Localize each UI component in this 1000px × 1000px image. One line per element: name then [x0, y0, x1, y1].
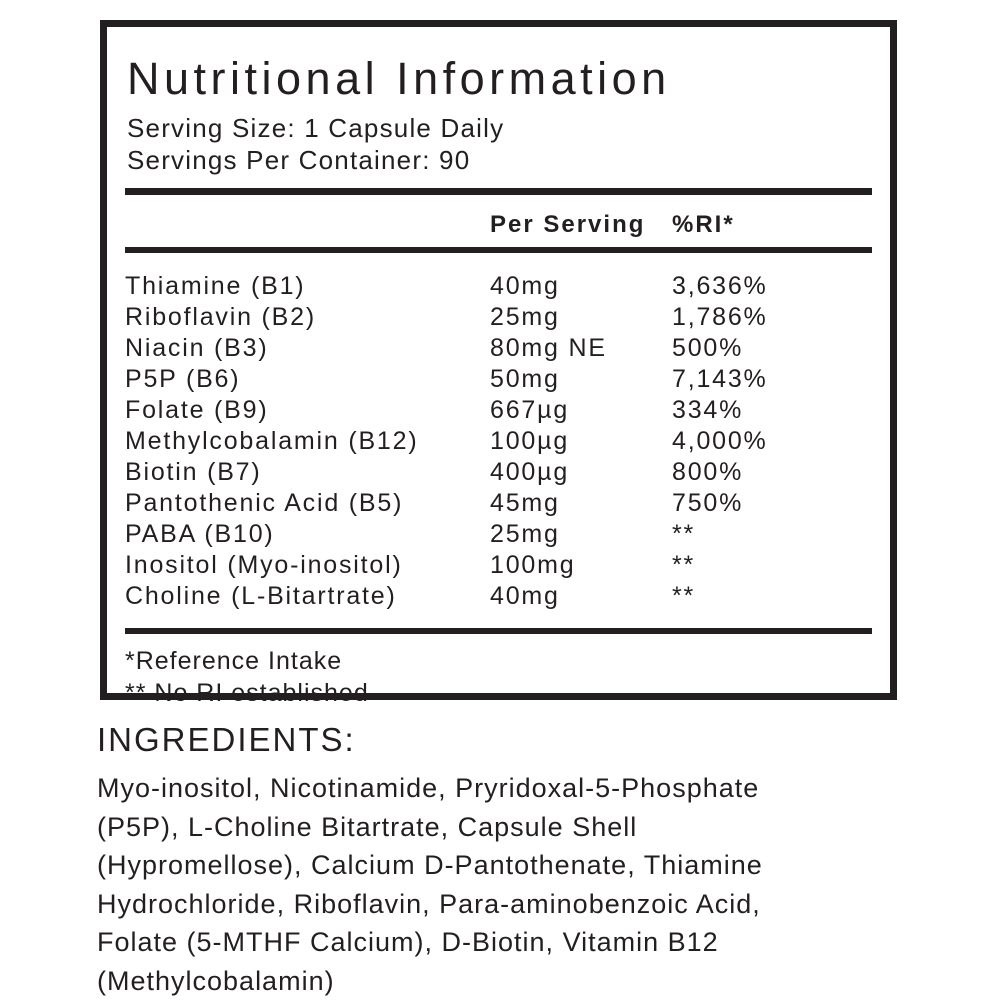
nutrient-ri: 500%: [672, 334, 744, 362]
nutrient-ri: 750%: [672, 489, 744, 517]
table-row: [125, 581, 872, 612]
nutrient-amount: 50mg: [490, 365, 560, 393]
table-row: [125, 519, 872, 550]
nutrient-ri: **: [672, 551, 696, 579]
ingredients-line: Hydrochloride, Riboflavin, Para-aminobenzoic Acid,: [97, 888, 761, 919]
footnote-no-ri: ** No RI established: [125, 679, 369, 707]
nutrient-name: Folate (B9): [125, 396, 269, 424]
nutrient-name: Riboflavin (B2): [125, 303, 316, 331]
nutrient-name: Choline (L-Bitartrate): [125, 582, 397, 610]
nutrient-ri: 800%: [672, 458, 744, 486]
serving-info: [127, 112, 872, 176]
nutrient-amount: 40mg: [490, 272, 560, 300]
ingredients-text: [97, 769, 927, 1000]
nutrient-ri: 3,636%: [672, 272, 768, 300]
ingredients-heading: INGREDIENTS:: [97, 721, 356, 758]
divider-above-footnotes: [125, 628, 872, 634]
table-row: [125, 488, 872, 519]
footnotes: [125, 645, 872, 709]
column-header-per-serving: Per Serving: [490, 211, 646, 238]
nutrient-amount: 25mg: [490, 303, 560, 331]
nutrient-amount: 45mg: [490, 489, 560, 517]
nutrient-amount: 400µg: [490, 458, 570, 486]
nutrient-name: Methylcobalamin (B12): [125, 427, 419, 455]
ingredients-line: (P5P), L-Choline Bitartrate, Capsule Shell: [97, 811, 638, 842]
column-header-row: [125, 195, 872, 247]
nutrient-amount: 100mg: [490, 551, 576, 579]
table-row: [125, 550, 872, 581]
nutrient-amount: 25mg: [490, 520, 560, 548]
nutrient-amount: 667µg: [490, 396, 570, 424]
nutrition-facts-box: [100, 20, 897, 707]
nutrient-amount: 40mg: [490, 582, 560, 610]
nutrient-ri: 7,143%: [672, 365, 768, 393]
nutrient-amount: 100µg: [490, 427, 570, 455]
divider-under-headers: [125, 247, 872, 253]
nutrient-name: Pantothenic Acid (B5): [125, 489, 404, 517]
nutrient-ri: **: [672, 582, 696, 610]
nutrient-name: Thiamine (B1): [125, 272, 306, 300]
ingredients-line: (Methylcobalamin): [97, 965, 335, 996]
table-row: [125, 457, 872, 488]
table-row: [125, 271, 872, 302]
ingredients-line: Folate (5-MTHF Calcium), D-Biotin, Vitamin B12: [97, 927, 719, 957]
table-row: [125, 333, 872, 364]
nutrient-ri: 334%: [672, 396, 744, 424]
nutrient-name: PABA (B10): [125, 520, 275, 548]
nutrient-ri: **: [672, 520, 696, 548]
nutrient-ri: 1,786%: [672, 303, 768, 331]
table-row: [125, 302, 872, 333]
column-header-ri: %RI*: [672, 211, 735, 238]
divider-top-thick: [125, 188, 872, 195]
ingredients-section: [97, 722, 927, 1000]
servings-per-container: Servings Per Container: 90: [127, 145, 471, 175]
nutrient-name: P5P (B6): [125, 365, 241, 393]
ingredients-line: Myo-inositol, Nicotinamide, Pryridoxal-5-Phosphate: [97, 773, 760, 803]
table-row: [125, 426, 872, 457]
nutrient-name: Inositol (Myo-inositol): [125, 551, 403, 579]
nutrient-name: Biotin (B7): [125, 458, 262, 486]
nutrient-ri: 4,000%: [672, 427, 768, 455]
nutrient-table: [125, 271, 872, 612]
ingredients-line: (Hypromellose), Calcium D-Pantothenate, Thiamine: [97, 850, 763, 880]
label-title: Nutritional Information: [127, 53, 671, 104]
serving-size: Serving Size: 1 Capsule Daily: [127, 113, 505, 143]
table-row: [125, 395, 872, 426]
nutrient-amount: 80mg NE: [490, 334, 607, 362]
nutrient-name: Niacin (B3): [125, 334, 269, 362]
table-row: [125, 364, 872, 395]
footnote-reference-intake: *Reference Intake: [125, 647, 343, 675]
